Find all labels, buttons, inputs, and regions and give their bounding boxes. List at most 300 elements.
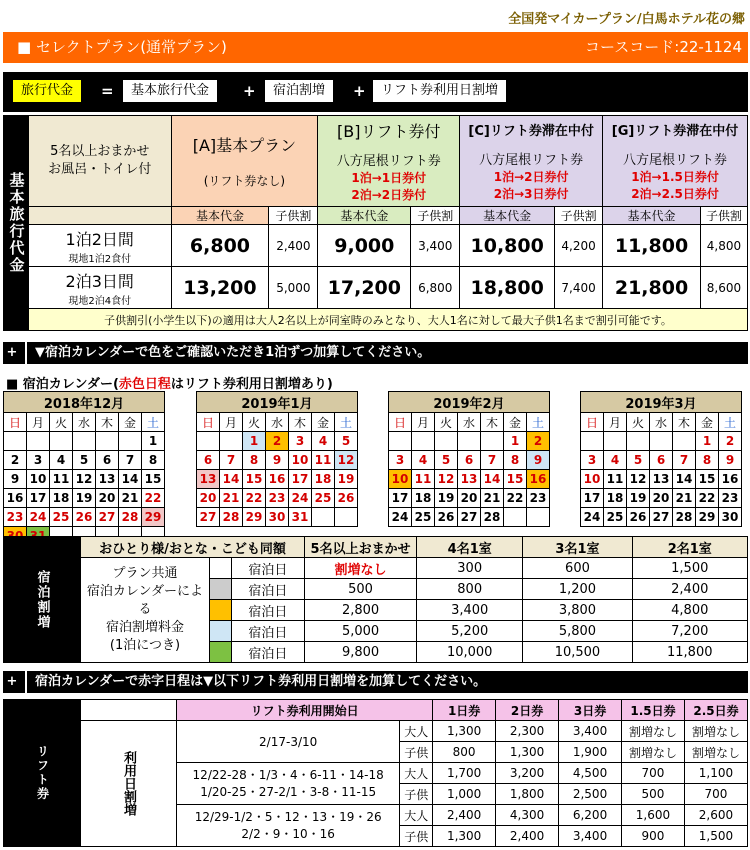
calendar-day xyxy=(335,508,358,527)
plan-g-header: [G]リフト券滞在中付 八方尾根リフト券 1泊→1.5日券付 2泊→2.5日券付 xyxy=(603,116,748,207)
weekday-label: 金 xyxy=(504,413,527,432)
lift-value: 2,400 xyxy=(433,805,496,826)
calendar-day: 26 xyxy=(335,489,358,508)
calendar-title: 2019年2月 xyxy=(389,392,550,413)
calendar-day: 24 xyxy=(581,508,604,527)
calendar-day: 18 xyxy=(50,489,73,508)
formula-total: 旅行代金 xyxy=(13,80,81,102)
col-child: 子供割 xyxy=(411,207,460,225)
calendar-day: 4 xyxy=(412,451,435,470)
calendar-day xyxy=(673,432,696,451)
col-child: 子供割 xyxy=(555,207,603,225)
weekday-label: 木 xyxy=(96,413,119,432)
lift-head-1day: 1日券 xyxy=(433,700,496,721)
calendar-month xyxy=(196,391,358,527)
calendar-title: 2018年12月 xyxy=(4,392,165,413)
lift-value: 1,800 xyxy=(496,784,559,805)
calendar-day: 21 xyxy=(481,489,504,508)
calendar-day: 1 xyxy=(243,432,266,451)
surcharge-value: 2,400 xyxy=(632,579,747,600)
calendar-day: 23 xyxy=(266,489,289,508)
calendar-day: 15 xyxy=(504,470,527,489)
calendar-day xyxy=(220,432,243,451)
weekday-label: 火 xyxy=(50,413,73,432)
calendar-day: 6 xyxy=(650,451,673,470)
weekday-label: 月 xyxy=(220,413,243,432)
col-base: 基本代金 xyxy=(603,207,701,225)
lift-head-1-5day: 1.5日券 xyxy=(622,700,685,721)
calendar-day: 28 xyxy=(220,508,243,527)
price-c-base: 10,800 xyxy=(460,225,555,267)
calendar-day: 25 xyxy=(412,508,435,527)
weekday-label: 日 xyxy=(4,413,27,432)
weekday-label: 木 xyxy=(673,413,696,432)
lift-value: 割増なし xyxy=(684,742,747,763)
weekday-label: 日 xyxy=(197,413,220,432)
price-b-child: 6,800 xyxy=(411,267,460,309)
calendar-day: 8 xyxy=(142,451,165,470)
calendar-day: 4 xyxy=(312,432,335,451)
child-label: 子供 xyxy=(400,742,433,763)
calendar-day xyxy=(389,432,412,451)
calendar-day: 11 xyxy=(312,451,335,470)
calendar-day xyxy=(504,508,527,527)
swatch-lightblue xyxy=(209,621,231,642)
lift-dates: 12/29-1/2・5・12・13・19・26 2/2・9・10・16 xyxy=(177,805,400,847)
weekday-label: 水 xyxy=(266,413,289,432)
weekday-label: 水 xyxy=(650,413,673,432)
calendar-day: 8 xyxy=(504,451,527,470)
calendar-day: 30 xyxy=(719,508,742,527)
surcharge-desc: プラン共通 宿泊カレンダーによる 宿泊割増料金 (1泊につき) xyxy=(81,558,210,663)
calendar-day: 16 xyxy=(4,489,27,508)
calendar-day: 6 xyxy=(197,451,220,470)
calendar-day: 5 xyxy=(435,451,458,470)
surcharge-head-4: 4名1室 xyxy=(417,537,523,558)
lift-value: 2,300 xyxy=(496,721,559,742)
calendar-day: 16 xyxy=(527,470,550,489)
calendar-day xyxy=(527,508,550,527)
calendar-day: 24 xyxy=(27,508,50,527)
calendar-day: 19 xyxy=(627,489,650,508)
calendar-day: 22 xyxy=(696,489,719,508)
calendar-day xyxy=(4,432,27,451)
weekday-label: 水 xyxy=(458,413,481,432)
adult-label: 大人 xyxy=(400,721,433,742)
plan-name: ■ セレクトプラン(通常プラン) xyxy=(17,38,227,56)
lift-value: 900 xyxy=(622,826,685,847)
calendar-day: 27 xyxy=(96,508,119,527)
weekday-label: 金 xyxy=(119,413,142,432)
surcharge-head-5plus: 5名以上おまかせ xyxy=(305,537,417,558)
lift-value: 3,200 xyxy=(496,763,559,784)
surcharge-value: 1,500 xyxy=(632,558,747,579)
lift-value: 1,600 xyxy=(622,805,685,826)
calendar-day: 31 xyxy=(289,508,312,527)
calendar-day: 13 xyxy=(197,470,220,489)
surcharge-value: 9,800 xyxy=(305,642,417,663)
weekday-label: 金 xyxy=(696,413,719,432)
calendar-day xyxy=(481,432,504,451)
calendar-day: 22 xyxy=(504,489,527,508)
calendar-day: 10 xyxy=(27,470,50,489)
calendar-day: 23 xyxy=(4,508,27,527)
surcharge-value: 500 xyxy=(305,579,417,600)
calendar-day: 25 xyxy=(604,508,627,527)
price-a-base: 6,800 xyxy=(171,225,269,267)
surcharge-head-3: 3名1室 xyxy=(523,537,632,558)
formula-plus-2: + xyxy=(353,82,366,100)
lift-value: 割増なし xyxy=(622,742,685,763)
adult-label: 大人 xyxy=(400,763,433,784)
adult-label: 大人 xyxy=(400,805,433,826)
calendar-day: 27 xyxy=(458,508,481,527)
calendar-day: 3 xyxy=(289,432,312,451)
stay-surcharge-table xyxy=(3,536,748,663)
weekday-label: 月 xyxy=(604,413,627,432)
calendar-day: 2 xyxy=(527,432,550,451)
lift-value: 4,300 xyxy=(496,805,559,826)
surcharge-side-label: 宿泊割増 xyxy=(4,537,81,663)
calendar-day: 1 xyxy=(696,432,719,451)
lift-value: 1,300 xyxy=(433,826,496,847)
price-b-child: 3,400 xyxy=(411,225,460,267)
calendar-day: 9 xyxy=(527,451,550,470)
calendar-day: 3 xyxy=(389,451,412,470)
weekday-label: 土 xyxy=(142,413,165,432)
surcharge-value: 5,800 xyxy=(523,621,632,642)
calendar-day: 20 xyxy=(650,489,673,508)
calendar-day: 9 xyxy=(4,470,27,489)
calendar-day: 8 xyxy=(696,451,719,470)
weekday-label: 月 xyxy=(412,413,435,432)
calendar-day: 21 xyxy=(220,489,243,508)
lift-surcharge-table xyxy=(3,699,748,847)
calendar-day: 2 xyxy=(719,432,742,451)
calendar-day xyxy=(627,432,650,451)
swatch-gray xyxy=(209,579,231,600)
swatch-white xyxy=(209,558,231,579)
calendar-day: 15 xyxy=(142,470,165,489)
calendar-day: 11 xyxy=(604,470,627,489)
weekday-label: 火 xyxy=(435,413,458,432)
price-a-child: 2,400 xyxy=(269,225,318,267)
calendar-day: 12 xyxy=(73,470,96,489)
calendar-day xyxy=(458,432,481,451)
weekday-label: 火 xyxy=(243,413,266,432)
calendar-day: 26 xyxy=(435,508,458,527)
lift-value: 800 xyxy=(433,742,496,763)
calendar-day xyxy=(197,432,220,451)
surcharge-value: 2,800 xyxy=(305,600,417,621)
price-c-child: 7,400 xyxy=(555,267,603,309)
calendar-day: 12 xyxy=(627,470,650,489)
calendar-day xyxy=(650,432,673,451)
calendar-day: 13 xyxy=(650,470,673,489)
calendar-day: 15 xyxy=(243,470,266,489)
calendar-day: 4 xyxy=(604,451,627,470)
calendar-day: 11 xyxy=(412,470,435,489)
surcharge-value: 割増なし xyxy=(305,558,417,579)
price-g-base: 21,800 xyxy=(603,267,701,309)
calendar-day: 30 xyxy=(266,508,289,527)
price-a-child: 5,000 xyxy=(269,267,318,309)
child-label: 子供 xyxy=(400,784,433,805)
plan-b-header: [B]リフト券付 八方尾根リフト券 1泊→1日券付 2泊→2日券付 xyxy=(318,116,460,207)
surcharge-value: 10,500 xyxy=(523,642,632,663)
calendar-day xyxy=(50,432,73,451)
lift-value: 3,400 xyxy=(559,826,622,847)
calendar-day xyxy=(73,432,96,451)
lift-value: 1,300 xyxy=(433,721,496,742)
lift-value: 割増なし xyxy=(622,721,685,742)
swatch-green xyxy=(209,642,231,663)
calendar-day: 8 xyxy=(243,451,266,470)
calendar-day: 19 xyxy=(335,470,358,489)
fee-condition: 5名以上おまかせ お風呂・トイレ付 xyxy=(28,116,171,207)
weekday-label: 木 xyxy=(481,413,504,432)
course-code: コースコード:22-1124 xyxy=(585,38,742,56)
calendar-day: 10 xyxy=(389,470,412,489)
day-label: 宿泊日 xyxy=(231,558,304,579)
weekday-label: 月 xyxy=(27,413,50,432)
calendar-day: 26 xyxy=(73,508,96,527)
surcharge-value: 3,400 xyxy=(417,600,523,621)
calendar-day: 5 xyxy=(73,451,96,470)
surcharge-value: 7,200 xyxy=(632,621,747,642)
day-label: 宿泊日 xyxy=(231,600,304,621)
calendar-month xyxy=(3,391,165,546)
calendar-day: 23 xyxy=(719,489,742,508)
surcharge-head-group: おひとり様/おとな・こども同額 xyxy=(81,537,305,558)
calendar-day: 17 xyxy=(27,489,50,508)
plan-title-bar xyxy=(3,32,748,63)
lift-head-2day: 2日券 xyxy=(496,700,559,721)
calendar-day xyxy=(604,432,627,451)
calendar-day: 17 xyxy=(289,470,312,489)
price-c-base: 18,800 xyxy=(460,267,555,309)
lift-value: 6,200 xyxy=(559,805,622,826)
calendar-day: 27 xyxy=(197,508,220,527)
base-fee-table xyxy=(3,115,748,331)
calendar-day: 23 xyxy=(527,489,550,508)
calendar-day: 2 xyxy=(4,451,27,470)
calendar-day xyxy=(412,432,435,451)
day-label: 宿泊日 xyxy=(231,642,304,663)
weekday-label: 日 xyxy=(581,413,604,432)
calendar-day xyxy=(119,432,142,451)
lift-value: 700 xyxy=(684,784,747,805)
day-label: 宿泊日 xyxy=(231,579,304,600)
calendar-title: 2019年1月 xyxy=(197,392,358,413)
calendar-day: 13 xyxy=(96,470,119,489)
surcharge-value: 600 xyxy=(523,558,632,579)
calendar-day: 9 xyxy=(266,451,289,470)
surcharge-value: 1,200 xyxy=(523,579,632,600)
child-discount-note: 子供割引(小学生以下)の適用は大人2名以上が同室時のみとなり、大人1名に対して最大子供1名まで割引可能です。 xyxy=(28,309,747,331)
surcharge-value: 4,800 xyxy=(632,600,747,621)
calendar-day xyxy=(435,432,458,451)
col-child: 子供割 xyxy=(700,207,747,225)
surcharge-head-2: 2名1室 xyxy=(632,537,747,558)
calendar-day: 28 xyxy=(119,508,142,527)
lift-instruction-bar: + 宿泊カレンダーで赤字日程は▼以下リフト券利用日割増を加算してください。 xyxy=(3,671,748,693)
calendar-day: 14 xyxy=(481,470,504,489)
calendar-day xyxy=(96,432,119,451)
lift-dates: 12/22-28・1/3・4・6-11・14-18 1/20-25・27-2/1・3-8・11-15 xyxy=(177,763,400,805)
calendar-day: 16 xyxy=(266,470,289,489)
fee-row-2night xyxy=(4,267,748,309)
formula-equals: = xyxy=(101,82,114,100)
surcharge-value: 10,000 xyxy=(417,642,523,663)
plan-c-header: [C]リフト券滞在中付 八方尾根リフト券 1泊→2日券付 2泊→3日券付 xyxy=(460,116,603,207)
formula-stay: 宿泊割増 xyxy=(265,80,333,102)
price-g-base: 11,800 xyxy=(603,225,701,267)
formula-base: 基本旅行代金 xyxy=(123,80,217,102)
calendar-day: 29 xyxy=(696,508,719,527)
calendar-day: 20 xyxy=(96,489,119,508)
weekday-label: 日 xyxy=(389,413,412,432)
calendar-day: 6 xyxy=(96,451,119,470)
weekday-label: 金 xyxy=(312,413,335,432)
lift-dates: 2/17-3/10 xyxy=(177,721,400,763)
calendar-day: 15 xyxy=(696,470,719,489)
lift-value: 700 xyxy=(622,763,685,784)
calendar-instruction-bar: + ▼宿泊カレンダーで色をご確認いただき1泊ずつ加算してください。 xyxy=(3,342,748,364)
calendar-day: 7 xyxy=(220,451,243,470)
surcharge-value: 300 xyxy=(417,558,523,579)
calendar-day: 19 xyxy=(435,489,458,508)
calendar-day: 2 xyxy=(266,432,289,451)
calendar-day xyxy=(581,432,604,451)
calendar-day: 12 xyxy=(435,470,458,489)
weekday-label: 木 xyxy=(289,413,312,432)
price-g-child: 8,600 xyxy=(700,267,747,309)
calendar-day: 13 xyxy=(458,470,481,489)
surcharge-value: 11,800 xyxy=(632,642,747,663)
lift-value: 1,300 xyxy=(496,742,559,763)
surcharge-value: 800 xyxy=(417,579,523,600)
weekday-label: 水 xyxy=(73,413,96,432)
price-b-base: 17,200 xyxy=(318,267,411,309)
calendar-day: 7 xyxy=(119,451,142,470)
lift-head-3day: 3日券 xyxy=(559,700,622,721)
lift-value: 1,700 xyxy=(433,763,496,784)
day-label: 宿泊日 xyxy=(231,621,304,642)
price-c-child: 4,200 xyxy=(555,225,603,267)
price-g-child: 4,800 xyxy=(700,225,747,267)
calendar-day: 29 xyxy=(243,508,266,527)
lift-head-2-5day: 2.5日券 xyxy=(684,700,747,721)
surcharge-value: 5,200 xyxy=(417,621,523,642)
calendar-day: 24 xyxy=(289,489,312,508)
calendar-day: 19 xyxy=(73,489,96,508)
calendar-day: 7 xyxy=(481,451,504,470)
calendar-title: 2019年3月 xyxy=(581,392,742,413)
calendar-day: 29 xyxy=(142,508,165,527)
lift-value: 500 xyxy=(622,784,685,805)
price-formula xyxy=(3,72,748,112)
formula-lift: リフト券利用日割増 xyxy=(373,80,506,102)
calendar-day xyxy=(27,432,50,451)
price-b-base: 9,000 xyxy=(318,225,411,267)
calendar-day: 14 xyxy=(673,470,696,489)
calendar-day: 1 xyxy=(142,432,165,451)
calendar-month xyxy=(580,391,742,527)
calendar-day: 18 xyxy=(312,470,335,489)
calendar-day xyxy=(312,508,335,527)
fee-side-label: 基本旅行代金 xyxy=(4,116,29,331)
calendar-day: 16 xyxy=(719,470,742,489)
top-title: 全国発マイカープラン/白馬ホテル花の郷 xyxy=(508,12,745,27)
lift-value: 1,500 xyxy=(684,826,747,847)
calendar-day: 10 xyxy=(289,451,312,470)
calendar-day: 26 xyxy=(627,508,650,527)
calendar-heading: ■ 宿泊カレンダー(赤色日程はリフト券利用日割増あり) xyxy=(6,377,333,392)
col-base: 基本代金 xyxy=(318,207,411,225)
calendar-day: 22 xyxy=(243,489,266,508)
calendar-day: 21 xyxy=(119,489,142,508)
calendar-day: 17 xyxy=(389,489,412,508)
col-base: 基本代金 xyxy=(460,207,555,225)
weekday-label: 土 xyxy=(335,413,358,432)
weekday-label: 火 xyxy=(627,413,650,432)
lift-value: 4,500 xyxy=(559,763,622,784)
calendar-day: 9 xyxy=(719,451,742,470)
lift-side-label: リフト券 xyxy=(4,700,81,847)
calendar-day: 20 xyxy=(458,489,481,508)
calendar-day: 28 xyxy=(673,508,696,527)
calendar-day: 4 xyxy=(50,451,73,470)
fee-row-label: 2泊3日間 現地2泊4食付 xyxy=(28,267,171,309)
calendar-day: 27 xyxy=(650,508,673,527)
surcharge-value: 5,000 xyxy=(305,621,417,642)
calendar-day: 11 xyxy=(50,470,73,489)
col-base: 基本代金 xyxy=(171,207,269,225)
weekday-label: 土 xyxy=(719,413,742,432)
calendar-day: 12 xyxy=(335,451,358,470)
calendar-day: 3 xyxy=(581,451,604,470)
plan-a-header: [A]基本プラン (リフト券なし) xyxy=(171,116,318,207)
col-child: 子供割 xyxy=(269,207,318,225)
swatch-orange xyxy=(209,600,231,621)
lift-head-start: リフト券利用開始日 xyxy=(177,700,433,721)
lift-value: 3,400 xyxy=(559,721,622,742)
calendar-day: 20 xyxy=(197,489,220,508)
calendar-day: 10 xyxy=(581,470,604,489)
calendar-day: 17 xyxy=(581,489,604,508)
fee-row-1night xyxy=(4,225,748,267)
child-label: 子供 xyxy=(400,826,433,847)
calendar-day: 18 xyxy=(604,489,627,508)
calendar-day: 28 xyxy=(481,508,504,527)
lift-value: 割増なし xyxy=(684,721,747,742)
price-a-base: 13,200 xyxy=(171,267,269,309)
calendar-day: 5 xyxy=(335,432,358,451)
calendar-day: 25 xyxy=(50,508,73,527)
formula-plus-1: + xyxy=(243,82,256,100)
calendar-day: 24 xyxy=(389,508,412,527)
calendar-day: 7 xyxy=(673,451,696,470)
lift-value: 1,900 xyxy=(559,742,622,763)
lift-value: 1,000 xyxy=(433,784,496,805)
calendar-month xyxy=(388,391,550,527)
calendar-day: 3 xyxy=(27,451,50,470)
calendar-day: 25 xyxy=(312,489,335,508)
lift-value: 1,100 xyxy=(684,763,747,784)
calendar-day: 21 xyxy=(673,489,696,508)
calendar-day: 14 xyxy=(119,470,142,489)
